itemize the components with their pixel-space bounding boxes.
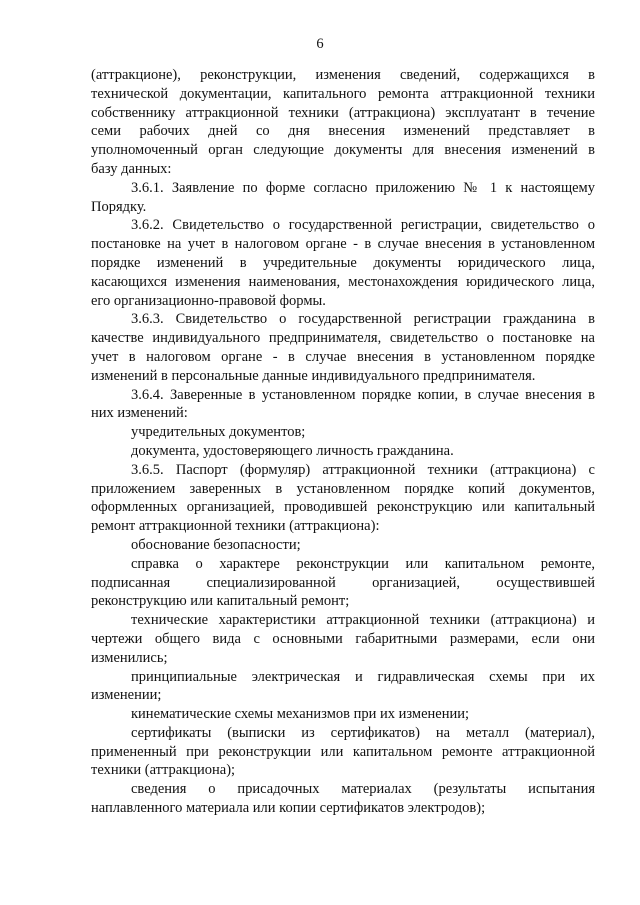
- text-line: оформленных организацией, проводившей реконструкцию или капитальный: [91, 499, 595, 516]
- text-line: постановке на учет в налоговом органе - в случае внесения в установленном: [91, 236, 595, 253]
- text-line: семи рабочих дней со дня внесения изменений представляет в: [91, 123, 595, 140]
- text-line: Порядку.: [91, 198, 147, 215]
- text-line: (аттракционе), реконструкции, изменения сведений, содержащихся в: [91, 67, 595, 83]
- text-line: собственнику аттракционной техники (аттракциона) эксплуатант в течение: [91, 104, 595, 121]
- text-line: сертификаты (выписки из сертификатов) на металл (материал),: [131, 724, 595, 741]
- text-line: приложением заверенных в установленном порядке копий документов,: [91, 480, 595, 497]
- text-line: документа, удостоверяющего личность гражданина.: [131, 442, 454, 459]
- text-line: учет в налоговом органе - в случае внесения в установленном порядке: [91, 348, 595, 365]
- text-line: уполномоченный орган следующие документы для внесения изменений в: [91, 142, 595, 159]
- text-line: базу данных:: [91, 160, 172, 177]
- text-line: качестве индивидуального предпринимателя, свидетельство о постановке на: [91, 330, 595, 347]
- text-line: обоснование безопасности;: [131, 536, 301, 553]
- document-body: [91, 66, 595, 818]
- text-line: технической документации, капитального ремонта аттракционной техники: [91, 85, 595, 102]
- text-line: 3.6.4. Заверенные в установленном порядке копии, в случае внесения в: [131, 386, 595, 403]
- text-line: чертежи общего вида с основными габаритными размерами, если они: [91, 630, 595, 647]
- text-line: 3.6.2. Свидетельство о государственной регистрации, свидетельство о: [131, 217, 595, 234]
- text-line: сведения о присадочных материалах (результаты испытания: [131, 781, 595, 798]
- text-line: изменились;: [91, 649, 168, 666]
- text-line: технические характеристики аттракционной техники (аттракциона) и: [131, 612, 595, 629]
- text-line: подписанная специализированной организацией, осуществившей: [91, 574, 595, 591]
- text-line: его организационно-правовой формы.: [91, 292, 326, 309]
- text-line: касающихся изменения наименования, местонахождения юридического лица,: [91, 273, 595, 290]
- text-line: наплавленного материала или копии сертификатов электродов);: [91, 800, 486, 817]
- text-line: принципиальные электрическая и гидравлическая схемы при их: [131, 668, 595, 685]
- text-line: порядке изменений в учредительные документы юридического лица,: [91, 254, 595, 271]
- text-line: примененный при реконструкции или капитальном ремонте аттракционной: [91, 743, 595, 760]
- text-line: справка о характере реконструкции или капитальном ремонте,: [131, 555, 595, 572]
- page-number: 6: [316, 36, 324, 52]
- text-line: изменении;: [91, 687, 162, 704]
- text-line: 3.6.1. Заявление по форме согласно приложению № 1 к настоящему: [131, 179, 595, 196]
- text-line: техники (аттракциона);: [91, 762, 236, 779]
- text-line: ремонт аттракционной техники (аттракциона):: [91, 518, 380, 535]
- text-line: 3.6.3. Свидетельство о государственной регистрации гражданина в: [131, 311, 595, 328]
- text-line: учредительных документов;: [131, 424, 306, 441]
- text-line: 3.6.5. Паспорт (формуляр) аттракционной техники (аттракциона) с: [131, 461, 595, 478]
- text-line: кинематические схемы механизмов при их изменении;: [131, 706, 470, 723]
- text-line: них изменений:: [91, 405, 188, 422]
- text-line: изменений в персональные данные индивидуального предпринимателя.: [91, 367, 536, 384]
- text-line: реконструкцию или капитальный ремонт;: [91, 593, 350, 610]
